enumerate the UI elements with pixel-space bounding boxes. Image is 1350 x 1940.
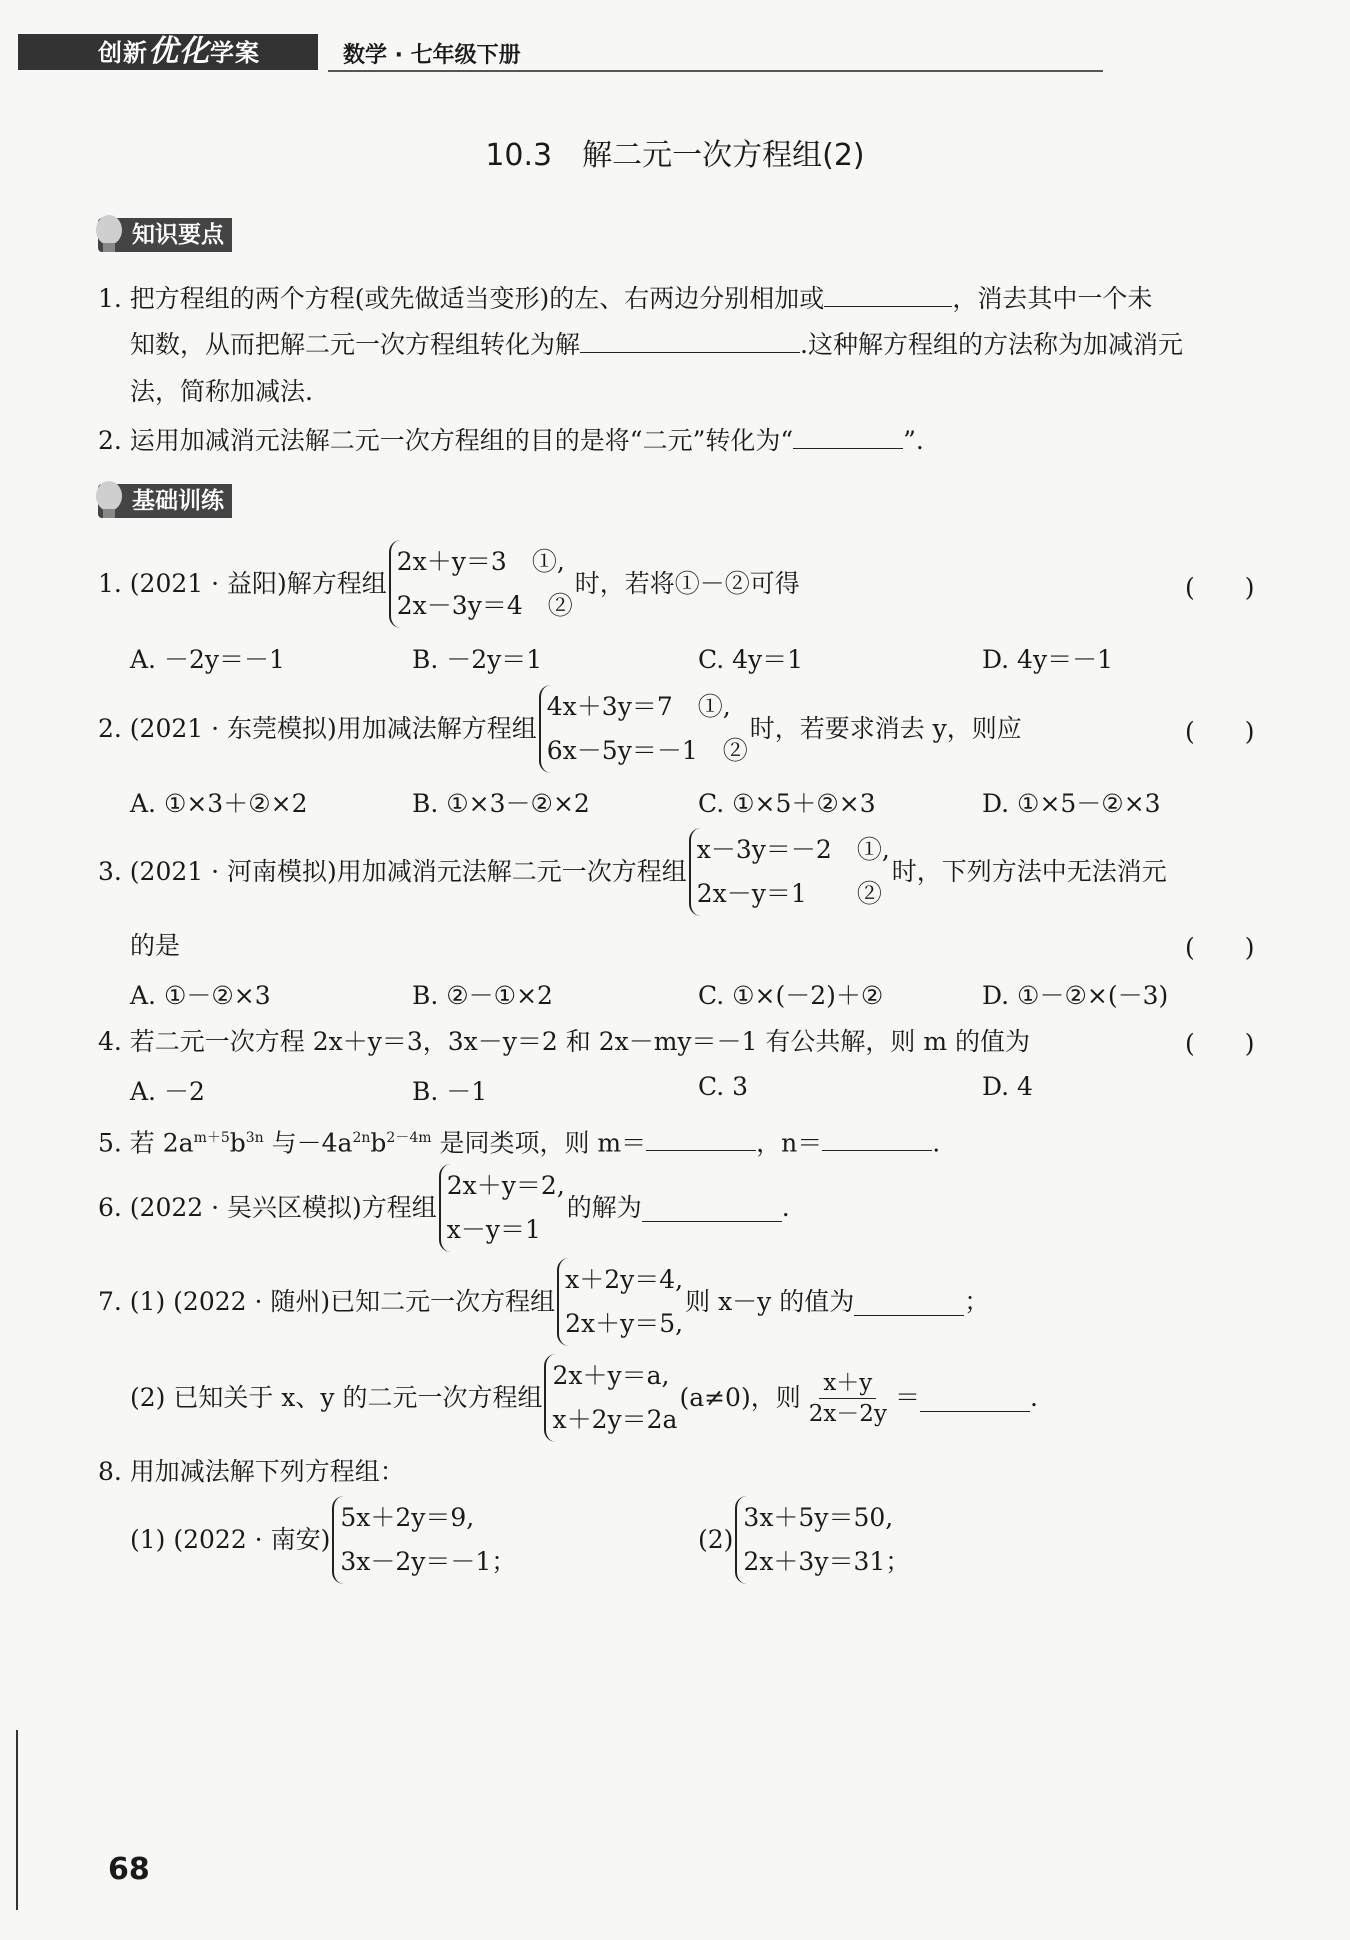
q5-exp-4: 2－4m [386, 1130, 432, 1146]
q5-part-c: 与－4a [263, 1128, 353, 1158]
q1-eq2: 2x－3y＝4 ② [396, 591, 573, 620]
q2-eq1: 4x＋3y＝7 ①, [546, 692, 731, 721]
q1-tail: 时，若将①－②可得 [574, 569, 800, 598]
q8-p1-eq1: 5x＋2y＝9, [340, 1503, 475, 1532]
q5-exp-1: m＋5 [193, 1130, 230, 1146]
section-knowledge-badge [98, 218, 232, 252]
lesson-title: 10.3 解二元一次方程组(2) [485, 138, 865, 173]
q2-answer-paren[interactable]: ( ) [1185, 717, 1255, 746]
q1-option-c[interactable]: C. 4y＝1 [698, 645, 804, 674]
q3-tail: 时，下列方法中无法消元 [891, 857, 1167, 886]
q8-p1-label: (1) (2022 · 南安) [130, 1525, 331, 1554]
q3-system [689, 828, 890, 916]
q7-system-1 [557, 1258, 683, 1346]
lightbulb-icon [94, 480, 124, 522]
q2-tail: 时，若要求消去 y，则应 [749, 714, 1022, 743]
q1-option-b[interactable]: B. －2y＝1 [412, 645, 543, 674]
k2-blank[interactable] [793, 422, 903, 449]
q3-answer-paren[interactable]: ( ) [1185, 933, 1255, 962]
page-edge-line [16, 1730, 18, 1910]
q5-part-g: . [932, 1128, 941, 1158]
q7-fraction [805, 1368, 891, 1429]
q8-part-2 [698, 1496, 912, 1584]
q2-option-a[interactable]: A. ①×3＋②×2 [130, 789, 308, 818]
k1-text-a: 1. 把方程组的两个方程(或先做适当变形)的左、右两边分别相加或 [98, 284, 825, 313]
q2-eq2: 6x－5y＝－1 ② [546, 736, 748, 765]
q5-part-b: b [229, 1128, 246, 1158]
q6-system [439, 1164, 565, 1252]
q2-option-b[interactable]: B. ①×3－②×2 [412, 789, 590, 818]
q7-p2-stem: (2) 已知关于 x、y 的二元一次方程组 [130, 1383, 543, 1412]
knowledge-item-2 [98, 422, 924, 459]
q7-eq1: x＋2y＝4, [565, 1265, 684, 1294]
k1-text-b: ，消去其中一个未 [952, 284, 1153, 313]
q5-blank-m[interactable] [646, 1124, 756, 1151]
question-2 [98, 685, 1022, 773]
knowledge-item-1-line-3: 法，简称加减法. [130, 377, 313, 406]
q5-part-f: ，n＝ [756, 1128, 823, 1158]
q7-stem: 7. (1) (2022 · 随州)已知二元一次方程组 [98, 1287, 556, 1316]
section-basic-badge [98, 484, 232, 518]
q7-p2-eq2: x＋2y＝2a [552, 1405, 678, 1434]
q3-option-d[interactable]: D. ①－②×(－3) [982, 981, 1169, 1010]
q3-stem: 3. (2021 · 河南模拟)用加减消元法解二元一次方程组 [98, 857, 687, 886]
q7-p2-equals: ＝ [894, 1383, 920, 1412]
q4-answer-paren[interactable]: ( ) [1185, 1029, 1255, 1058]
q5-part-a: 5. 若 2a [98, 1128, 194, 1158]
q7-end: ； [964, 1287, 990, 1316]
q3-option-b[interactable]: B. ②－①×2 [412, 981, 553, 1010]
q7-eq2: 2x＋y＝5, [565, 1309, 684, 1338]
brand-right: 学案 [210, 39, 260, 67]
q5-exp-2: 3n [245, 1130, 264, 1146]
q3-continuation: 的是 [130, 931, 181, 960]
q8-p2-label: (2) [698, 1525, 734, 1554]
section-basic-label: 基础训练 [132, 488, 224, 514]
brand-left: 创新 [98, 39, 148, 67]
q5-blank-n[interactable] [822, 1124, 932, 1151]
knowledge-item-1-line-2 [130, 326, 1183, 363]
question-5 [98, 1120, 940, 1161]
q1-system [389, 540, 573, 628]
q8-p2-eq1: 3x＋5y＝50, [743, 1503, 894, 1532]
q4-option-a[interactable]: A. －2 [130, 1077, 205, 1106]
k1-blank-2[interactable] [580, 326, 800, 353]
k1-text-d: .这种解方程组的方法称为加减消元 [800, 330, 1183, 359]
question-7-part-2 [130, 1354, 1038, 1442]
q8-system-1 [332, 1496, 516, 1584]
q6-blank[interactable] [642, 1195, 782, 1222]
header-rule [328, 70, 1103, 72]
question-3 [98, 828, 1167, 916]
q1-answer-paren[interactable]: ( ) [1185, 573, 1255, 602]
q8-system-2 [735, 1496, 910, 1584]
q6-end: . [781, 1193, 790, 1222]
q8-part-1 [130, 1496, 518, 1584]
q7-blank-2[interactable] [920, 1385, 1030, 1412]
question-7-part-1 [98, 1258, 989, 1346]
brand-banner [18, 34, 318, 70]
q7-system-2 [544, 1354, 677, 1442]
q2-stem: 2. (2021 · 东莞模拟)用加减法解方程组 [98, 714, 537, 743]
q2-option-d[interactable]: D. ①×5－②×3 [982, 789, 1161, 818]
question-6 [98, 1164, 790, 1252]
q7-p2-tail: (a≠0)，则 [679, 1383, 801, 1412]
q7-tail: 则 x－y 的值为 [685, 1287, 855, 1316]
subject-label: 数学 · 七年级下册 [343, 43, 521, 68]
q3-eq1: x－3y＝－2 ①, [696, 835, 890, 864]
q1-eq1: 2x＋y＝3 ①, [396, 547, 565, 576]
k2-text-b: ”. [903, 426, 924, 455]
page-number: 68 [108, 1852, 150, 1887]
q6-stem: 6. (2022 · 吴兴区模拟)方程组 [98, 1193, 437, 1222]
q7-fraction-numerator: x＋y [819, 1368, 876, 1399]
k2-text-a: 2. 运用加减消元法解二元一次方程组的目的是将“二元”转化为“ [98, 426, 794, 455]
k1-blank-1[interactable] [824, 280, 952, 307]
q5-part-e: 是同类项，则 m＝ [431, 1128, 647, 1158]
q6-eq1: 2x＋y＝2, [446, 1171, 565, 1200]
question-8: 8. 用加减法解下列方程组： [98, 1457, 405, 1486]
q1-option-d[interactable]: D. 4y＝－1 [982, 645, 1113, 674]
q3-eq2: 2x－y＝1 ② [696, 879, 882, 908]
q6-tail: 的解为 [566, 1193, 642, 1222]
q7-p2-end: . [1029, 1383, 1038, 1412]
section-knowledge-label: 知识要点 [132, 222, 224, 248]
q1-option-a[interactable]: A. －2y＝－1 [130, 645, 285, 674]
q8-p1-eq2: 3x－2y＝－1； [340, 1547, 517, 1576]
q3-option-a[interactable]: A. ①－②×3 [130, 981, 271, 1010]
q5-part-d: b [370, 1128, 387, 1158]
q4-option-b[interactable]: B. －1 [412, 1077, 488, 1106]
q4-option-d[interactable]: D. 4 [982, 1072, 1033, 1101]
q7-p2-eq1: 2x＋y＝a, [552, 1361, 670, 1390]
q6-eq2: x－y＝1 [446, 1215, 541, 1244]
question-1 [98, 540, 800, 628]
question-4: 4. 若二元一次方程 2x＋y＝3，3x－y＝2 和 2x－my＝－1 有公共解，则 m 的值为 [98, 1027, 1030, 1056]
q8-p2-eq2: 2x＋3y＝31； [743, 1547, 911, 1576]
k1-text-c: 知数，从而把解二元一次方程组转化为解 [130, 330, 581, 359]
q7-blank-1[interactable] [854, 1289, 964, 1316]
lightbulb-icon [94, 214, 124, 256]
q2-system [539, 685, 748, 773]
q3-option-c[interactable]: C. ①×(－2)＋② [698, 981, 884, 1010]
q4-option-c[interactable]: C. 3 [698, 1072, 749, 1101]
q2-option-c[interactable]: C. ①×5＋②×3 [698, 789, 876, 818]
q5-exp-3: 2n [352, 1130, 371, 1146]
q7-fraction-denominator: 2x－2y [808, 1400, 887, 1427]
page-header [18, 34, 1318, 70]
brand-emphasis: 优化 [148, 34, 210, 69]
q1-stem: 1. (2021 · 益阳)解方程组 [98, 569, 387, 598]
knowledge-item-1-line-1 [98, 280, 1152, 317]
